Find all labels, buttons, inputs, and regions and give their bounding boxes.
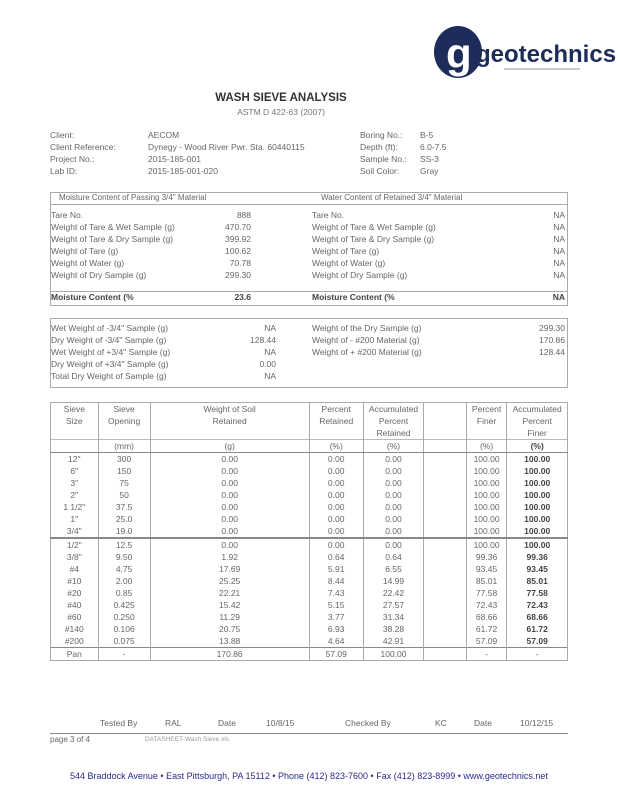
client-value: AECOM <box>148 130 180 140</box>
passing-list <box>51 210 251 282</box>
table-row-cell <box>424 513 467 525</box>
weight-label: Weight of the Dry Sample (g) <box>312 323 422 333</box>
table-row-cell: 0.00 <box>150 477 309 489</box>
table-row-cell <box>424 611 467 623</box>
table-row-cell: 27.57 <box>363 599 424 611</box>
weight-value: NA <box>264 323 276 333</box>
weight-label: Weight of - #200 Material (g) <box>312 335 420 345</box>
table-row-cell: 68.66 <box>466 611 507 623</box>
retained-value: NA <box>553 258 565 268</box>
table-row-cell <box>424 477 467 489</box>
table-row-cell: 0.00 <box>309 489 363 501</box>
lab-id-value: 2015-185-001-020 <box>148 166 218 176</box>
weight-label: Dry Weight of +3/4" Sample (g) <box>51 359 169 369</box>
table-row-cell: 7.43 <box>309 587 363 599</box>
table-row-cell: 61.72 <box>466 623 507 635</box>
table-row-cell: 0.00 <box>363 465 424 477</box>
table-row-cell: 4.75 <box>98 563 150 575</box>
sieve-header-row-cell: Sieve Opening <box>98 403 150 440</box>
table-row-cell: 100.00 <box>507 465 568 477</box>
table-row-cell: 0.00 <box>309 538 363 551</box>
table-row-cell: 0.00 <box>150 501 309 513</box>
table-row-cell: 42.91 <box>363 635 424 648</box>
table-row-cell <box>424 635 467 648</box>
table-row-cell: 57.09 <box>507 635 568 648</box>
table-row-cell: 100.00 <box>466 501 507 513</box>
table-row-cell: 0.00 <box>363 525 424 538</box>
sieve-pan-row-cell: - <box>466 648 507 661</box>
weight-label: Wet Weight of +3/4" Sample (g) <box>51 347 171 357</box>
table-row-cell: 1 1/2" <box>51 501 99 513</box>
sieve-unit-row-cell <box>424 440 467 453</box>
project-no-value: 2015-185-001 <box>148 154 201 164</box>
retained-value: NA <box>553 222 565 232</box>
table-row <box>51 501 568 513</box>
table-row <box>51 489 568 501</box>
sieve-pan-row <box>51 648 568 661</box>
table-row-cell: 72.43 <box>507 599 568 611</box>
checked-by-value: KC <box>435 718 447 728</box>
table-row-cell: 12" <box>51 453 99 466</box>
passing-label: Weight of Water (g) <box>51 258 125 268</box>
retained-mc-value: NA <box>552 292 565 302</box>
table-row-cell: 0.00 <box>309 453 363 466</box>
table-row-cell: #200 <box>51 635 99 648</box>
table-row-cell: 50 <box>98 489 150 501</box>
passing-value: 299.30 <box>225 270 251 280</box>
table-row-cell: 4.64 <box>309 635 363 648</box>
sieve-header-row <box>51 403 568 440</box>
table-row-cell: 93.45 <box>466 563 507 575</box>
table-row-cell: 20.75 <box>150 623 309 635</box>
table-row <box>51 623 568 635</box>
depth-value: 6.0-7.5 <box>420 142 447 152</box>
table-row-cell: 68.66 <box>507 611 568 623</box>
table-row-cell: 3/4" <box>51 525 99 538</box>
table-row-cell: 0.00 <box>309 465 363 477</box>
weight-label: Dry Weight of -3/4" Sample (g) <box>51 335 167 345</box>
table-row-cell: 3" <box>51 477 99 489</box>
passing-label: Weight of Tare & Dry Sample (g) <box>51 234 174 244</box>
sieve-pan-row-cell: 100.00 <box>363 648 424 661</box>
checked-by-label: Checked By <box>345 718 391 728</box>
table-row-cell: 8.44 <box>309 575 363 587</box>
table-row-cell: 0.106 <box>98 623 150 635</box>
svg-text:g: g <box>446 30 472 77</box>
table-row-cell: #10 <box>51 575 99 587</box>
retained-label: Tare No. <box>312 210 345 220</box>
table-row-cell: 22.42 <box>363 587 424 599</box>
sieve-pan-row-cell: - <box>507 648 568 661</box>
table-row-cell: 3/8" <box>51 551 99 563</box>
sieve-pan-row-cell <box>424 648 467 661</box>
sample-no-value: SS-3 <box>420 154 439 164</box>
retained-list <box>312 210 565 282</box>
tested-by-label: Tested By <box>100 718 138 728</box>
weight-label: Total Dry Weight of Sample (g) <box>51 371 167 381</box>
passing-label: Weight of Tare & Wet Sample (g) <box>51 222 175 232</box>
lab-id-label: Lab ID: <box>50 166 78 176</box>
sieve-pan-row-cell: Pan <box>51 648 99 661</box>
table-row-cell: 22.21 <box>150 587 309 599</box>
moisture-box <box>50 192 568 306</box>
passing-label: Tare No. <box>51 210 84 220</box>
table-row-cell: 1/2" <box>51 538 99 551</box>
sieve-header-row-cell: Percent Finer <box>466 403 507 440</box>
table-row <box>51 599 568 611</box>
retained-title: Water Content of Retained 3/4" Material <box>321 193 463 202</box>
footer-divider <box>50 733 568 734</box>
table-row-cell: 0.00 <box>150 525 309 538</box>
sample-no-label: Sample No.: <box>360 154 407 164</box>
table-row-cell <box>424 465 467 477</box>
table-row-cell: 31.34 <box>363 611 424 623</box>
page-title: WASH SIEVE ANALYSIS <box>215 92 347 104</box>
tested-by-value: RAL <box>165 718 182 728</box>
table-row <box>51 611 568 623</box>
table-row-cell: 100.00 <box>466 513 507 525</box>
date-label: Date <box>218 718 236 728</box>
sieve-header-row-cell: Percent Retained <box>309 403 363 440</box>
table-row-cell: 100.00 <box>507 538 568 551</box>
passing-value: 100.62 <box>225 246 251 256</box>
table-row <box>51 551 568 563</box>
table-row-cell <box>424 453 467 466</box>
passing-mc-value: 23.6 <box>234 292 251 302</box>
weight-value: NA <box>264 347 276 357</box>
table-row <box>51 453 568 466</box>
table-row-cell: 0.075 <box>98 635 150 648</box>
table-row-cell: 3.77 <box>309 611 363 623</box>
table-row-cell: 100.00 <box>466 465 507 477</box>
table-row <box>51 587 568 599</box>
table-row-cell: 1" <box>51 513 99 525</box>
passing-value: 888 <box>236 210 251 220</box>
weight-value: 299.30 <box>539 323 565 333</box>
page-number: page 3 of 4 <box>50 735 91 744</box>
passing-title: Moisture Content of Passing 3/4" Material <box>59 193 207 202</box>
sieve-pan-row-cell: 170.86 <box>150 648 309 661</box>
table-row <box>51 525 568 538</box>
info-right <box>360 130 447 178</box>
table-row <box>51 563 568 575</box>
retained-label: Weight of Tare (g) <box>312 246 380 256</box>
sieve-header-row-cell: Weight of Soil Retained <box>150 403 309 440</box>
boring-no-label: Boring No.: <box>360 130 403 140</box>
table-row-cell: 9.50 <box>98 551 150 563</box>
table-row-cell: #140 <box>51 623 99 635</box>
sieve-unit-row-cell: (%) <box>363 440 424 453</box>
sieve-header-row-cell: Sieve Size <box>51 403 99 440</box>
sieve-header-row-cell: Accumulated Percent Retained <box>363 403 424 440</box>
sieve-pan-row-cell: - <box>98 648 150 661</box>
retained-label: Weight of Water (g) <box>312 258 386 268</box>
soil-color-value: Gray <box>420 166 439 176</box>
file-name: DATASHEET-Wash Sieve.xls <box>145 736 230 743</box>
table-row-cell: 25.25 <box>150 575 309 587</box>
table-row <box>51 477 568 489</box>
table-row-cell: 5.91 <box>309 563 363 575</box>
sieve-unit-row-cell: (g) <box>150 440 309 453</box>
table-row-cell <box>424 563 467 575</box>
company-address: 544 Braddock Avenue • East Pittsburgh, PA 15112 • Phone (412) 823-7600 • Fax (412) 823-8999 • www.geotechnics.net <box>70 771 548 781</box>
table-row-cell: 17.69 <box>150 563 309 575</box>
date-label: Date <box>474 718 492 728</box>
table-row-cell: 0.00 <box>309 513 363 525</box>
sieve-unit-row-cell: (mm) <box>98 440 150 453</box>
depth-label: Depth (ft): <box>360 142 398 152</box>
client-label: Client: <box>50 130 75 140</box>
table-row-cell: 100.00 <box>466 453 507 466</box>
passing-label: Weight of Dry Sample (g) <box>51 270 147 280</box>
table-row-cell: 100.00 <box>507 453 568 466</box>
table-row-cell: 2.00 <box>98 575 150 587</box>
retained-value: NA <box>553 210 565 220</box>
table-row-cell: 0.00 <box>363 453 424 466</box>
weights-left <box>51 323 276 383</box>
sieve-unit-row-cell: (%) <box>507 440 568 453</box>
sieve-table <box>50 402 568 661</box>
table-row-cell: 0.00 <box>363 538 424 551</box>
table-row-cell: 100.00 <box>466 525 507 538</box>
table-row-cell: 13.88 <box>150 635 309 648</box>
table-row-cell: 37.5 <box>98 501 150 513</box>
company-logo <box>432 24 617 94</box>
table-row-cell: 0.00 <box>150 513 309 525</box>
passing-value: 399.92 <box>225 234 251 244</box>
weight-value: NA <box>264 371 276 381</box>
info-left <box>50 130 305 178</box>
table-row-cell: 75 <box>98 477 150 489</box>
sieve-header-row-cell: Accumulated Percent Finer <box>507 403 568 440</box>
date-checked-value: 10/12/15 <box>520 718 554 728</box>
table-row-cell: #40 <box>51 599 99 611</box>
sieve-pan-row-cell: 57.09 <box>309 648 363 661</box>
table-row-cell: 5.15 <box>309 599 363 611</box>
table-row-cell: 19.0 <box>98 525 150 538</box>
weight-label: Wet Weight of -3/4" Sample (g) <box>51 323 169 333</box>
retained-label: Weight of Tare & Dry Sample (g) <box>312 234 435 244</box>
table-row-cell: 0.00 <box>363 513 424 525</box>
table-row-cell: 0.00 <box>363 489 424 501</box>
weight-value: 170.86 <box>539 335 565 345</box>
table-row-cell <box>424 501 467 513</box>
table-row-cell: 100.00 <box>466 538 507 551</box>
project-no-label: Project No.: <box>50 154 95 164</box>
retained-label: Weight of Tare & Wet Sample (g) <box>312 222 436 232</box>
table-row-cell: 61.72 <box>507 623 568 635</box>
standard-ref: ASTM D 422-63 (2007) <box>237 107 325 117</box>
passing-label: Weight of Tare (g) <box>51 246 119 256</box>
table-row-cell: 100.00 <box>507 525 568 538</box>
table-row-cell: 14.99 <box>363 575 424 587</box>
table-row-cell: 0.00 <box>150 453 309 466</box>
table-row-cell: 0.425 <box>98 599 150 611</box>
table-row-cell: 100.00 <box>507 513 568 525</box>
table-row-cell: 25.0 <box>98 513 150 525</box>
sieve-unit-row <box>51 440 568 453</box>
table-row-cell: 12.5 <box>98 538 150 551</box>
table-row-cell: #4 <box>51 563 99 575</box>
table-row-cell: 0.00 <box>150 538 309 551</box>
date-tested-value: 10/8/15 <box>266 718 295 728</box>
table-row <box>51 465 568 477</box>
table-row-cell: 0.00 <box>150 489 309 501</box>
boring-no-value: B-5 <box>420 130 434 140</box>
table-row-cell <box>424 538 467 551</box>
sieve-header-row-cell <box>424 403 467 440</box>
table-row-cell: 93.45 <box>507 563 568 575</box>
weights-box <box>50 318 568 388</box>
table-row-cell: 6.55 <box>363 563 424 575</box>
table-row-cell: 100.00 <box>507 489 568 501</box>
table-row-cell: 100.00 <box>466 489 507 501</box>
table-row-cell: 0.00 <box>309 525 363 538</box>
sieve-unit-row-cell: (%) <box>309 440 363 453</box>
table-row-cell: 0.64 <box>363 551 424 563</box>
client-ref-label: Client Reference: <box>50 142 116 152</box>
table-row-cell: 0.85 <box>98 587 150 599</box>
table-row-cell: 150 <box>98 465 150 477</box>
table-row-cell: 0.00 <box>309 477 363 489</box>
weight-value: 0.00 <box>259 359 276 369</box>
weights-right <box>312 323 565 359</box>
weight-value: 128.44 <box>250 335 276 345</box>
table-row-cell: #60 <box>51 611 99 623</box>
table-row-cell <box>424 489 467 501</box>
passing-mc-label: Moisture Content (% <box>51 292 134 302</box>
table-row <box>51 635 568 648</box>
table-row-cell: 0.64 <box>309 551 363 563</box>
sieve-unit-row-cell: (%) <box>466 440 507 453</box>
weight-value: 128.44 <box>539 347 565 357</box>
table-row-cell: 0.00 <box>150 465 309 477</box>
table-row-cell: 77.58 <box>507 587 568 599</box>
table-row-cell: 99.36 <box>466 551 507 563</box>
table-row <box>51 575 568 587</box>
weight-label: Weight of + #200 Material (g) <box>312 347 422 357</box>
sieve-unit-row-cell <box>51 440 99 453</box>
table-row-cell: 1.92 <box>150 551 309 563</box>
table-row-cell: 0.250 <box>98 611 150 623</box>
table-row <box>51 513 568 525</box>
client-ref-value: Dynegy - Wood River Pwr. Sta. 60440115 <box>148 142 305 152</box>
table-row-cell <box>424 575 467 587</box>
table-row-cell: 11.29 <box>150 611 309 623</box>
table-row-cell <box>424 587 467 599</box>
table-row-cell <box>424 551 467 563</box>
table-row-cell: 15.42 <box>150 599 309 611</box>
table-row-cell: 6.93 <box>309 623 363 635</box>
table-row-cell: 57.09 <box>466 635 507 648</box>
table-row-cell <box>424 525 467 538</box>
table-row-cell <box>424 623 467 635</box>
table-row-cell: 85.01 <box>507 575 568 587</box>
table-row-cell: 2" <box>51 489 99 501</box>
table-row-cell: 100.00 <box>507 477 568 489</box>
table-row-cell: 99.36 <box>507 551 568 563</box>
table-row-cell: 300 <box>98 453 150 466</box>
retained-mc-label: Moisture Content (% <box>312 292 395 302</box>
table-row-cell: 100.00 <box>507 501 568 513</box>
passing-value: 470.70 <box>225 222 251 232</box>
table-row-cell: 6" <box>51 465 99 477</box>
logo-text: geotechnics <box>476 41 617 68</box>
table-row-cell: #20 <box>51 587 99 599</box>
table-row-cell: 0.00 <box>363 501 424 513</box>
table-row-cell: 0.00 <box>309 501 363 513</box>
table-row-cell: 0.00 <box>363 477 424 489</box>
table-row-cell: 38.28 <box>363 623 424 635</box>
retained-value: NA <box>553 234 565 244</box>
passing-value: 70.78 <box>229 258 251 268</box>
table-row-cell <box>424 599 467 611</box>
table-row <box>51 538 568 551</box>
retained-value: NA <box>553 270 565 280</box>
table-row-cell: 100.00 <box>466 477 507 489</box>
retained-label: Weight of Dry Sample (g) <box>312 270 408 280</box>
table-row-cell: 77.58 <box>466 587 507 599</box>
retained-value: NA <box>553 246 565 256</box>
table-row-cell: 72.43 <box>466 599 507 611</box>
soil-color-label: Soil Color: <box>360 166 400 176</box>
table-row-cell: 85.01 <box>466 575 507 587</box>
